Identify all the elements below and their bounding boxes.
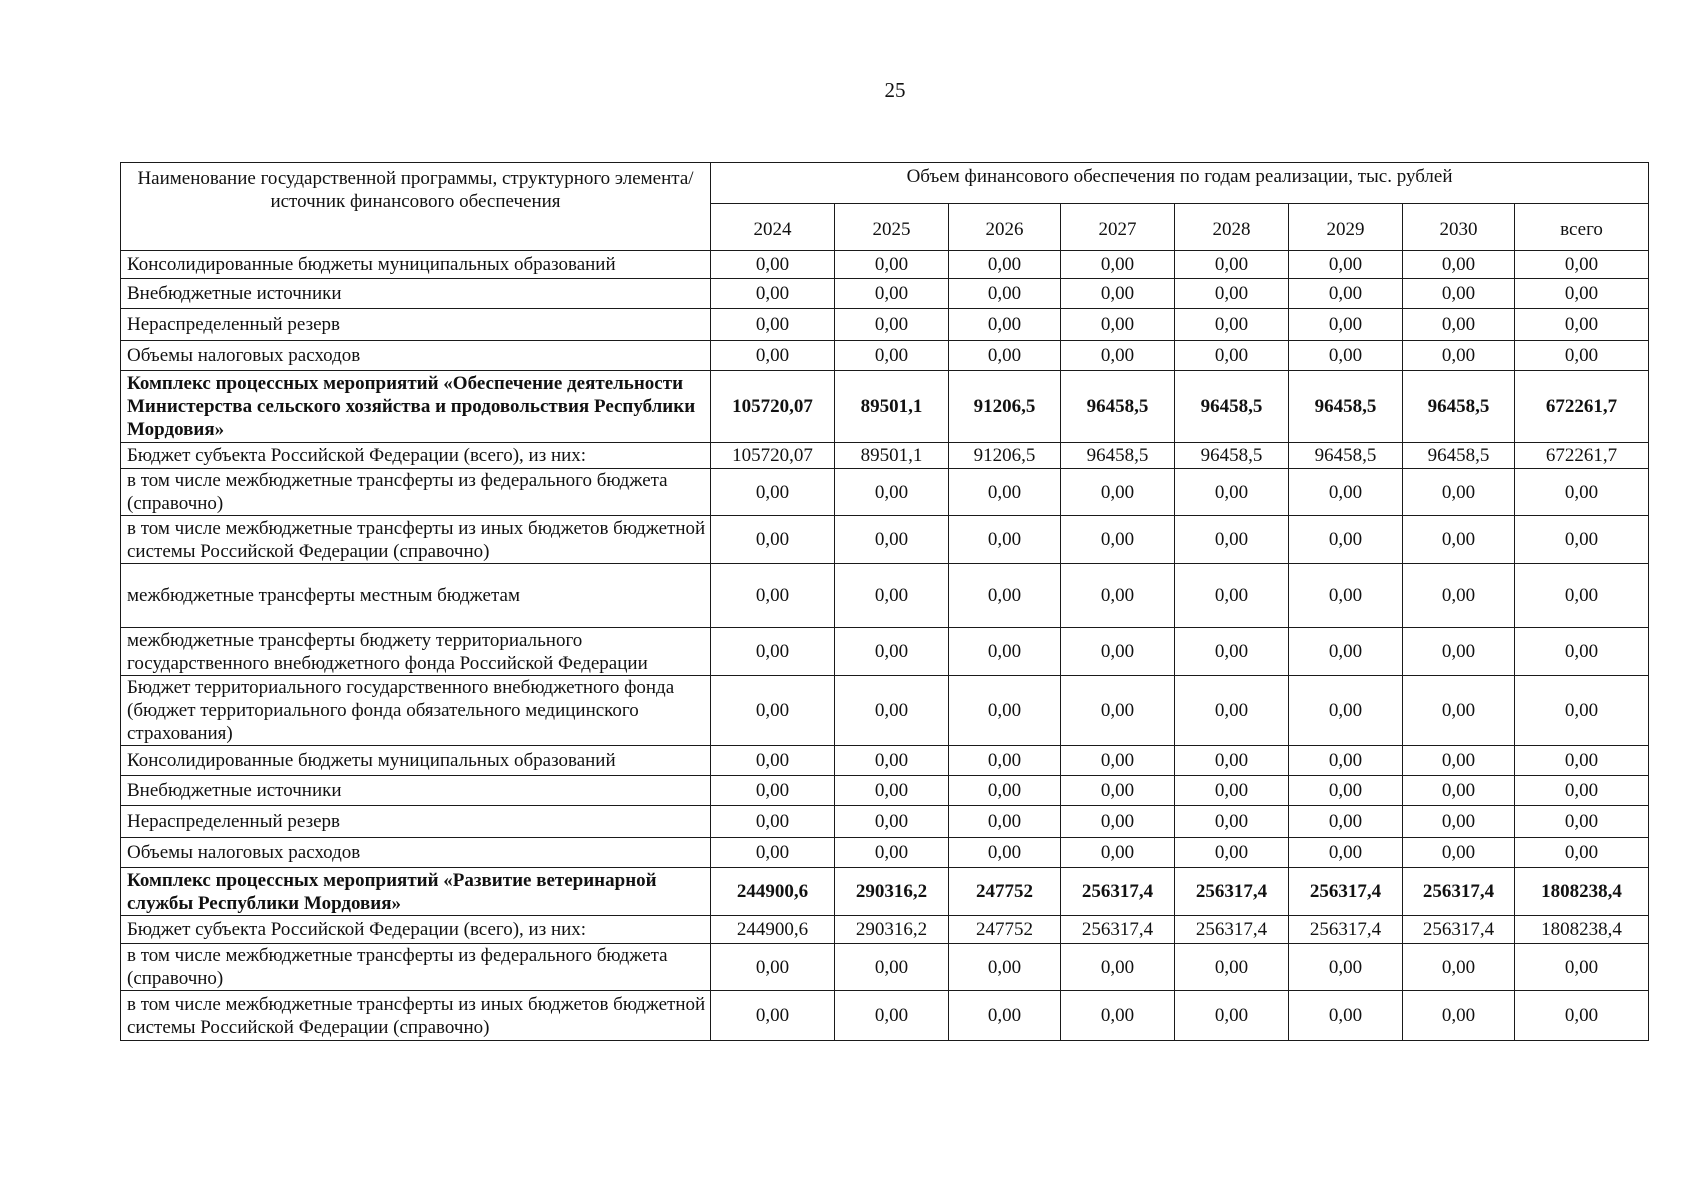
row-total-cell: 672261,7 (1515, 443, 1649, 469)
row-value-cell: 0,00 (711, 341, 835, 371)
row-value-cell: 0,00 (1403, 676, 1515, 746)
row-value-cell: 256317,4 (1289, 916, 1403, 944)
row-value-cell: 256317,4 (1403, 916, 1515, 944)
table-row (121, 944, 1649, 991)
row-value-cell: 0,00 (1175, 991, 1289, 1041)
row-value-cell: 0,00 (949, 806, 1061, 838)
row-total-cell: 672261,7 (1515, 371, 1649, 443)
row-value-cell: 0,00 (949, 564, 1061, 628)
row-value-cell: 0,00 (1403, 341, 1515, 371)
row-value-cell: 0,00 (1175, 564, 1289, 628)
row-value-cell: 0,00 (1289, 628, 1403, 676)
table-row (121, 916, 1649, 944)
row-value-cell: 0,00 (1289, 251, 1403, 279)
row-value-cell: 256317,4 (1061, 916, 1175, 944)
row-value-cell: 0,00 (1175, 806, 1289, 838)
row-value-cell: 96458,5 (1403, 371, 1515, 443)
row-value-cell: 0,00 (711, 776, 835, 806)
row-value-cell: 0,00 (1061, 991, 1175, 1041)
row-value-cell: 96458,5 (1061, 443, 1175, 469)
row-value-cell: 0,00 (835, 776, 949, 806)
row-total-cell: 0,00 (1515, 279, 1649, 309)
row-total-cell: 0,00 (1515, 776, 1649, 806)
row-value-cell: 0,00 (835, 944, 949, 991)
row-value-cell: 0,00 (711, 564, 835, 628)
row-value-cell: 89501,1 (835, 443, 949, 469)
row-value-cell: 0,00 (1403, 564, 1515, 628)
table-row (121, 776, 1649, 806)
total-header: всего (1515, 204, 1649, 251)
row-value-cell: 247752 (949, 868, 1061, 916)
row-name-cell: Объемы налоговых расходов (121, 838, 711, 868)
row-name-cell: Нераспределенный резерв (121, 309, 711, 341)
row-value-cell: 0,00 (1289, 469, 1403, 516)
row-value-cell: 96458,5 (1175, 371, 1289, 443)
row-value-cell: 0,00 (949, 251, 1061, 279)
row-value-cell: 0,00 (835, 309, 949, 341)
table-row (121, 371, 1649, 443)
row-value-cell: 0,00 (1403, 991, 1515, 1041)
table-header (121, 163, 1649, 251)
row-name-cell: Бюджет территориального государственного внебюджетного фонда (бюджет территориального фонда обязательного медицинского страхования) (121, 676, 711, 746)
row-value-cell: 0,00 (949, 279, 1061, 309)
year-header-2026: 2026 (949, 204, 1061, 251)
table-row (121, 341, 1649, 371)
row-value-cell: 0,00 (1061, 806, 1175, 838)
row-value-cell: 290316,2 (835, 916, 949, 944)
row-value-cell: 0,00 (1175, 279, 1289, 309)
row-value-cell: 0,00 (1403, 838, 1515, 868)
row-value-cell: 0,00 (949, 746, 1061, 776)
row-value-cell: 0,00 (835, 991, 949, 1041)
row-value-cell: 0,00 (835, 628, 949, 676)
row-value-cell: 0,00 (1403, 469, 1515, 516)
row-value-cell: 256317,4 (1175, 916, 1289, 944)
row-value-cell: 256317,4 (1289, 868, 1403, 916)
row-name-cell: в том числе межбюджетные трансферты из федерального бюджета (справочно) (121, 944, 711, 991)
row-name-cell: Внебюджетные источники (121, 776, 711, 806)
row-value-cell: 0,00 (711, 944, 835, 991)
row-value-cell: 0,00 (1289, 776, 1403, 806)
row-value-cell: 0,00 (949, 838, 1061, 868)
row-value-cell: 0,00 (1175, 628, 1289, 676)
row-value-cell: 0,00 (949, 676, 1061, 746)
table-row (121, 564, 1649, 628)
year-header-2027: 2027 (1061, 204, 1175, 251)
row-value-cell: 0,00 (1061, 251, 1175, 279)
row-value-cell: 0,00 (711, 991, 835, 1041)
row-value-cell: 0,00 (949, 628, 1061, 676)
row-total-cell: 0,00 (1515, 628, 1649, 676)
row-name-cell: в том числе межбюджетные трансферты из иных бюджетов бюджетной системы Российской Федерации (справочно) (121, 991, 711, 1041)
table-row (121, 279, 1649, 309)
row-value-cell: 0,00 (835, 838, 949, 868)
row-value-cell: 0,00 (1175, 838, 1289, 868)
row-name-cell: Объемы налоговых расходов (121, 341, 711, 371)
row-value-cell: 0,00 (711, 279, 835, 309)
row-value-cell: 0,00 (1061, 469, 1175, 516)
table-row (121, 251, 1649, 279)
row-value-cell: 96458,5 (1289, 443, 1403, 469)
row-value-cell: 0,00 (1403, 806, 1515, 838)
row-total-cell: 0,00 (1515, 341, 1649, 371)
row-total-cell: 0,00 (1515, 676, 1649, 746)
row-value-cell: 0,00 (949, 516, 1061, 564)
row-value-cell: 0,00 (1289, 806, 1403, 838)
row-total-cell: 0,00 (1515, 806, 1649, 838)
table-row (121, 991, 1649, 1041)
row-value-cell: 0,00 (949, 776, 1061, 806)
row-total-cell: 0,00 (1515, 838, 1649, 868)
row-value-cell: 96458,5 (1061, 371, 1175, 443)
row-value-cell: 0,00 (1289, 309, 1403, 341)
row-name-cell: Комплекс процессных мероприятий «Развитие ветеринарной службы Республики Мордовия» (121, 868, 711, 916)
row-total-cell: 1808238,4 (1515, 916, 1649, 944)
table-row (121, 443, 1649, 469)
row-value-cell: 0,00 (1061, 776, 1175, 806)
table-row (121, 628, 1649, 676)
volume-column-header: Объем финансового обеспечения по годам реализации, тыс. рублей (711, 163, 1649, 204)
row-value-cell: 256317,4 (1061, 868, 1175, 916)
row-value-cell: 96458,5 (1403, 443, 1515, 469)
row-value-cell: 0,00 (835, 469, 949, 516)
row-value-cell: 0,00 (1403, 516, 1515, 564)
table-row (121, 806, 1649, 838)
row-value-cell: 0,00 (1175, 516, 1289, 564)
row-value-cell: 0,00 (711, 746, 835, 776)
row-value-cell: 96458,5 (1175, 443, 1289, 469)
page-number: 25 (884, 78, 906, 102)
year-header-2025: 2025 (835, 204, 949, 251)
row-value-cell: 0,00 (1061, 746, 1175, 776)
row-value-cell: 256317,4 (1175, 868, 1289, 916)
row-name-cell: Консолидированные бюджеты муниципальных образований (121, 746, 711, 776)
row-value-cell: 0,00 (1061, 628, 1175, 676)
row-total-cell: 0,00 (1515, 251, 1649, 279)
row-value-cell: 0,00 (1289, 944, 1403, 991)
row-value-cell: 0,00 (835, 806, 949, 838)
row-value-cell: 0,00 (949, 944, 1061, 991)
row-value-cell: 0,00 (1061, 341, 1175, 371)
row-value-cell: 0,00 (711, 251, 835, 279)
row-value-cell: 0,00 (1175, 746, 1289, 776)
table-row (121, 868, 1649, 916)
row-total-cell: 0,00 (1515, 944, 1649, 991)
row-value-cell: 96458,5 (1289, 371, 1403, 443)
row-value-cell: 0,00 (949, 991, 1061, 1041)
row-total-cell: 0,00 (1515, 564, 1649, 628)
row-value-cell: 0,00 (1061, 676, 1175, 746)
row-value-cell: 0,00 (835, 251, 949, 279)
row-value-cell: 0,00 (1403, 628, 1515, 676)
row-total-cell: 0,00 (1515, 991, 1649, 1041)
row-value-cell: 247752 (949, 916, 1061, 944)
year-header-2030: 2030 (1403, 204, 1515, 251)
table-row (121, 309, 1649, 341)
row-value-cell: 244900,6 (711, 916, 835, 944)
header-row-top (121, 163, 1649, 204)
row-value-cell: 0,00 (1175, 251, 1289, 279)
row-value-cell: 0,00 (1403, 251, 1515, 279)
row-value-cell: 0,00 (711, 806, 835, 838)
row-value-cell: 0,00 (711, 838, 835, 868)
year-header-2029: 2029 (1289, 204, 1403, 251)
row-value-cell: 0,00 (711, 469, 835, 516)
row-name-cell: Бюджет субъекта Российской Федерации (всего), из них: (121, 443, 711, 469)
row-name-cell: межбюджетные трансферты местным бюджетам (121, 564, 711, 628)
row-name-cell: межбюджетные трансферты бюджету территориального государственного внебюджетного фонда Российской Федерации (121, 628, 711, 676)
table-row (121, 676, 1649, 746)
row-value-cell: 0,00 (1289, 746, 1403, 776)
row-name-cell: Бюджет субъекта Российской Федерации (всего), из них: (121, 916, 711, 944)
row-value-cell: 0,00 (1403, 944, 1515, 991)
row-name-cell: Консолидированные бюджеты муниципальных образований (121, 251, 711, 279)
row-value-cell: 0,00 (1403, 279, 1515, 309)
row-value-cell: 0,00 (949, 469, 1061, 516)
row-value-cell: 0,00 (1289, 676, 1403, 746)
row-value-cell: 0,00 (711, 516, 835, 564)
row-value-cell: 0,00 (1289, 341, 1403, 371)
row-total-cell: 0,00 (1515, 309, 1649, 341)
row-value-cell: 91206,5 (949, 371, 1061, 443)
row-name-cell: Нераспределенный резерв (121, 806, 711, 838)
row-value-cell: 0,00 (711, 676, 835, 746)
table-row (121, 469, 1649, 516)
row-name-cell: в том числе межбюджетные трансферты из федерального бюджета (справочно) (121, 469, 711, 516)
row-value-cell: 105720,07 (711, 371, 835, 443)
row-value-cell: 0,00 (1403, 309, 1515, 341)
year-header-2024: 2024 (711, 204, 835, 251)
row-value-cell: 0,00 (1175, 309, 1289, 341)
row-value-cell: 0,00 (949, 341, 1061, 371)
row-name-cell: Внебюджетные источники (121, 279, 711, 309)
funding-table (120, 162, 1649, 1041)
row-value-cell: 0,00 (949, 309, 1061, 341)
table-row (121, 516, 1649, 564)
row-value-cell: 0,00 (711, 309, 835, 341)
row-value-cell: 105720,07 (711, 443, 835, 469)
row-total-cell: 0,00 (1515, 469, 1649, 516)
row-value-cell: 0,00 (835, 676, 949, 746)
row-value-cell: 0,00 (1175, 341, 1289, 371)
row-value-cell: 0,00 (835, 516, 949, 564)
row-value-cell: 290316,2 (835, 868, 949, 916)
row-value-cell: 0,00 (1403, 746, 1515, 776)
row-value-cell: 0,00 (835, 279, 949, 309)
row-value-cell: 0,00 (1061, 279, 1175, 309)
row-value-cell: 0,00 (1289, 516, 1403, 564)
row-value-cell: 0,00 (835, 341, 949, 371)
name-column-header: Наименование государственной программы, структурного элемента/источник финансового обеспечения (121, 163, 711, 251)
row-value-cell: 0,00 (1061, 309, 1175, 341)
row-value-cell: 0,00 (835, 746, 949, 776)
row-value-cell: 0,00 (1289, 564, 1403, 628)
row-name-cell: в том числе межбюджетные трансферты из иных бюджетов бюджетной системы Российской Федерации (справочно) (121, 516, 711, 564)
row-value-cell: 0,00 (1175, 469, 1289, 516)
row-value-cell: 0,00 (1175, 776, 1289, 806)
row-value-cell: 0,00 (1061, 944, 1175, 991)
row-value-cell: 0,00 (1289, 279, 1403, 309)
table-row (121, 746, 1649, 776)
row-total-cell: 0,00 (1515, 746, 1649, 776)
row-value-cell: 89501,1 (835, 371, 949, 443)
row-value-cell: 0,00 (1289, 991, 1403, 1041)
row-value-cell: 256317,4 (1403, 868, 1515, 916)
table-body (121, 251, 1649, 1041)
row-value-cell: 0,00 (1061, 838, 1175, 868)
row-value-cell: 0,00 (1175, 676, 1289, 746)
year-header-2028: 2028 (1175, 204, 1289, 251)
table-row (121, 838, 1649, 868)
row-total-cell: 0,00 (1515, 516, 1649, 564)
row-value-cell: 0,00 (711, 628, 835, 676)
row-value-cell: 0,00 (1061, 516, 1175, 564)
row-value-cell: 0,00 (1289, 838, 1403, 868)
row-value-cell: 0,00 (1061, 564, 1175, 628)
row-value-cell: 0,00 (1175, 944, 1289, 991)
row-name-cell: Комплекс процессных мероприятий «Обеспечение деятельности Министерства сельского хозяйства и продовольствия Республики Мордовия» (121, 371, 711, 443)
row-value-cell: 0,00 (1403, 776, 1515, 806)
row-value-cell: 0,00 (835, 564, 949, 628)
row-total-cell: 1808238,4 (1515, 868, 1649, 916)
row-value-cell: 91206,5 (949, 443, 1061, 469)
row-value-cell: 244900,6 (711, 868, 835, 916)
